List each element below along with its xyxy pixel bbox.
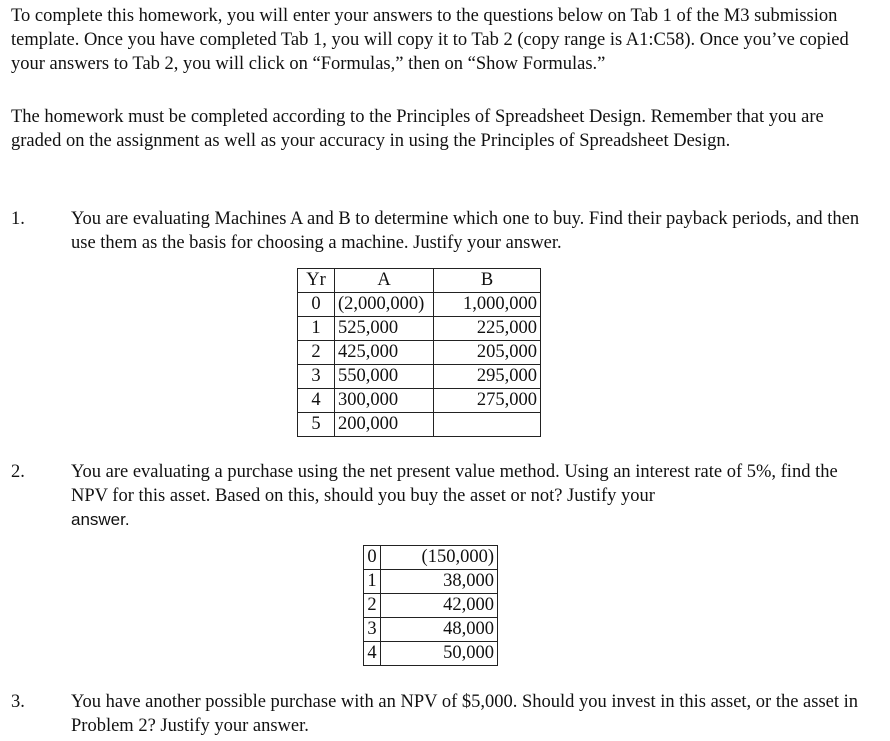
table-row — [364, 546, 498, 570]
cashflow-cell: 48,000 — [381, 618, 498, 642]
year-cell: 1 — [364, 570, 381, 594]
question-3-text: You have another possible purchase with an NPV of $5,000. Should you invest in this asset, or the asset in Problem 2? Justify your answer. — [71, 692, 859, 736]
year-cell: 2 — [364, 594, 381, 618]
question-1-text: You are evaluating Machines A and B to determine which one to buy. Find their payback periods, and then use them as the basis for choosing a machine. Justify your answer. — [71, 209, 860, 253]
machine-b-cell — [434, 413, 541, 437]
year-cell: 5 — [298, 413, 335, 437]
question-1-number: 1. — [11, 209, 25, 229]
header-year: Yr — [298, 269, 335, 293]
machine-a-cell: 525,000 — [335, 317, 434, 341]
year-cell: 0 — [298, 293, 335, 317]
question-2-number: 2. — [11, 462, 25, 482]
header-machine-a: A — [335, 269, 434, 293]
question-2-text-main: You are evaluating a purchase using the net present value method. Using an interest rate of 5%, find the NPV for this asset. Based on this, should you buy the asset or not? Justify your — [71, 462, 838, 506]
machine-a-cell: (2,000,000) — [335, 293, 434, 317]
intro-paragraph-2: The homework must be completed according to the Principles of Spreadsheet Design. Remember that you are graded on the assignment as well as your accuracy in using the Principles of Spreadsheet Design. — [11, 107, 824, 151]
table-row — [364, 618, 498, 642]
cashflow-cell: 42,000 — [381, 594, 498, 618]
cashflow-cell: (150,000) — [381, 546, 498, 570]
machine-a-cell: 550,000 — [335, 365, 434, 389]
table-row — [364, 642, 498, 666]
machine-b-cell: 225,000 — [434, 317, 541, 341]
cashflow-cell: 50,000 — [381, 642, 498, 666]
table-row — [364, 594, 498, 618]
year-cell: 3 — [364, 618, 381, 642]
year-cell: 0 — [364, 546, 381, 570]
year-cell: 4 — [364, 642, 381, 666]
table-row — [298, 293, 541, 317]
table-header-row — [298, 269, 541, 293]
question-2-text — [71, 460, 861, 532]
year-cell: 4 — [298, 389, 335, 413]
machine-a-cell: 300,000 — [335, 389, 434, 413]
year-cell: 2 — [298, 341, 335, 365]
table-row — [298, 365, 541, 389]
table-row — [298, 341, 541, 365]
machines-cashflow-table — [297, 268, 541, 437]
machine-b-cell: 1,000,000 — [434, 293, 541, 317]
intro-paragraph-1: To complete this homework, you will enter your answers to the questions below on Tab 1 of the M3 submission template. Once you have completed Tab 1, you will copy it to Tab 2 (copy range is A1:C58). Once you’ve copied your answers to Tab 2, you will click on “Formulas,” then on “Show Formulas.” — [11, 6, 849, 74]
cashflow-cell: 38,000 — [381, 570, 498, 594]
machine-a-cell: 425,000 — [335, 341, 434, 365]
machine-b-cell: 295,000 — [434, 365, 541, 389]
table-row — [298, 317, 541, 341]
table-row — [298, 413, 541, 437]
header-machine-b: B — [434, 269, 541, 293]
question-3-number: 3. — [11, 692, 25, 712]
question-2-text-tail: answer. — [71, 510, 130, 529]
npv-cashflow-table — [363, 545, 498, 666]
machine-b-cell: 205,000 — [434, 341, 541, 365]
table-row — [364, 570, 498, 594]
year-cell: 3 — [298, 365, 335, 389]
year-cell: 1 — [298, 317, 335, 341]
machine-b-cell: 275,000 — [434, 389, 541, 413]
table-row — [298, 389, 541, 413]
machine-a-cell: 200,000 — [335, 413, 434, 437]
